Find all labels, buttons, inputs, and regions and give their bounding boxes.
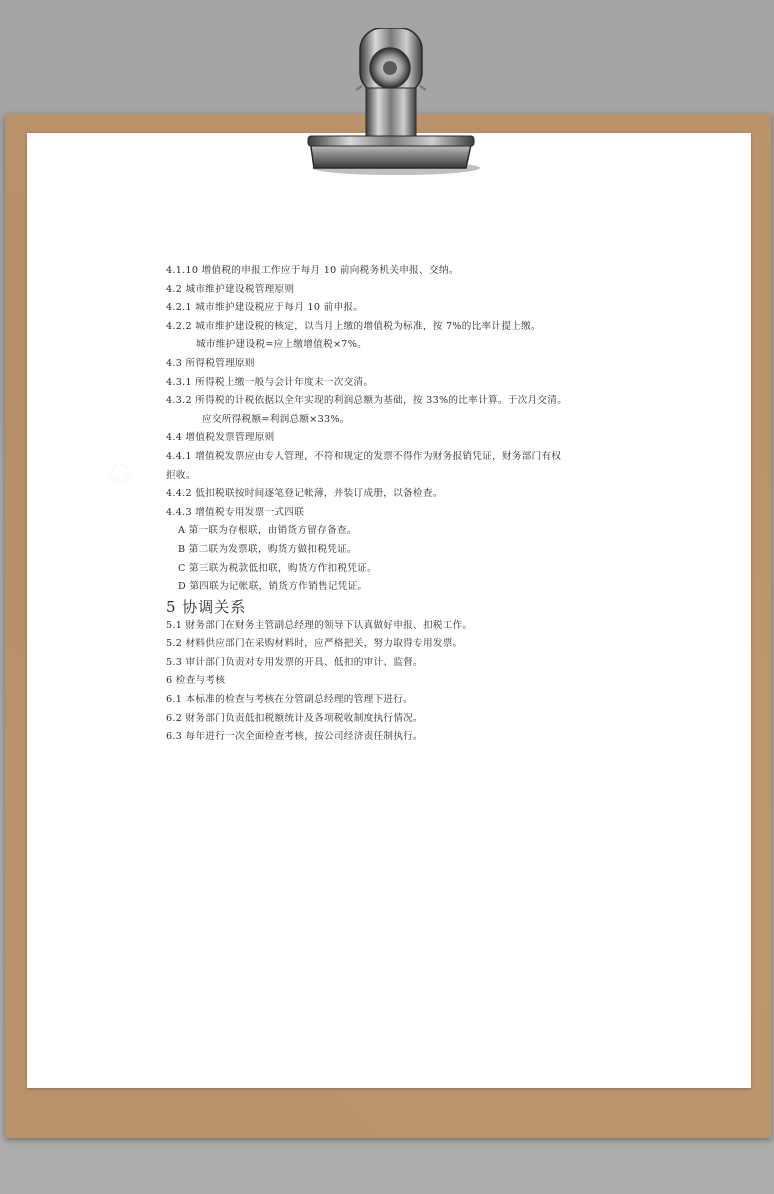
- document-line: 6 检查与考核: [166, 675, 226, 687]
- document-line: 5.1 财务部门在财务主管副总经理的领导下认真做好申报、扣税工作。: [166, 619, 473, 631]
- section-heading: 5 协调关系: [166, 597, 247, 616]
- document-line: 6.1 本标准的检查与考核在分管副总经理的管理下进行。: [166, 694, 414, 706]
- document-line: 6.2 财务部门负责低扣税额统计及各项税收制度执行情况。: [166, 712, 423, 724]
- document-line: 6.3 每年进行一次全面检查考核，按公司经济责任制执行。: [166, 731, 423, 743]
- binder-clip-icon: [300, 28, 480, 178]
- document-line: 4.2.1 城市维护建设税应于每月 10 前申报。: [166, 302, 364, 314]
- document-line: 4.1.10 增值税的申报工作应于每月 10 前向税务机关申报、交纳。: [166, 265, 459, 276]
- document-line: 4.3 所得税管理原则: [166, 357, 255, 369]
- document-line: 5.3 审计部门负责对专用发票的开具、低扣的审计、监督。: [166, 656, 423, 668]
- document-line: 4.3.2 所得税的计税依据以全年实现的利润总额为基础，按 33%的比率计算。于次月交清。: [166, 395, 568, 407]
- document-body: [166, 262, 646, 747]
- document-line: B 第二联为发票联，购货方做扣税凭证。: [178, 543, 357, 555]
- document-line: 4.2 城市维护建设税管理原则: [166, 283, 295, 295]
- document-line: D 第四联为记帐联，销货方作销售记凭证。: [178, 581, 368, 593]
- document-line: 4.2.2 城市维护建设税的核定，以当月上缴的增值税为标准，按 7%的比率计提上缴。: [166, 320, 541, 332]
- document-line: 4.4.1 增值税发票应由专人管理，不符和规定的发票不得作为财务报销凭证，财务部门有权: [166, 450, 562, 462]
- document-line: 应交所得税额=利润总额×33%。: [202, 413, 350, 425]
- document-line: 4.4 增值税发票管理原则: [166, 432, 275, 444]
- document-line: A 第一联为存根联，由销货方留存备查。: [178, 525, 357, 537]
- document-line: 4.4.3 增值税专用发票一式四联: [166, 506, 305, 518]
- document-line: 城市维护建设税=应上缴增值税×7%。: [196, 339, 368, 351]
- document-line: C 第三联为税款低扣联，购货方作扣税凭证。: [178, 562, 377, 574]
- document-line: 拒收。: [166, 469, 196, 481]
- document-line: 4.3.1 所得税上缴一般与会计年度末一次交清。: [166, 376, 374, 388]
- document-line: 5.2 材料供应部门在采购材料时，应严格把关，努力取得专用发票。: [166, 638, 463, 650]
- document-line: 4.4.2 低扣税联按时间逐笔登记帐薄，并装订成册，以备检查。: [166, 488, 443, 500]
